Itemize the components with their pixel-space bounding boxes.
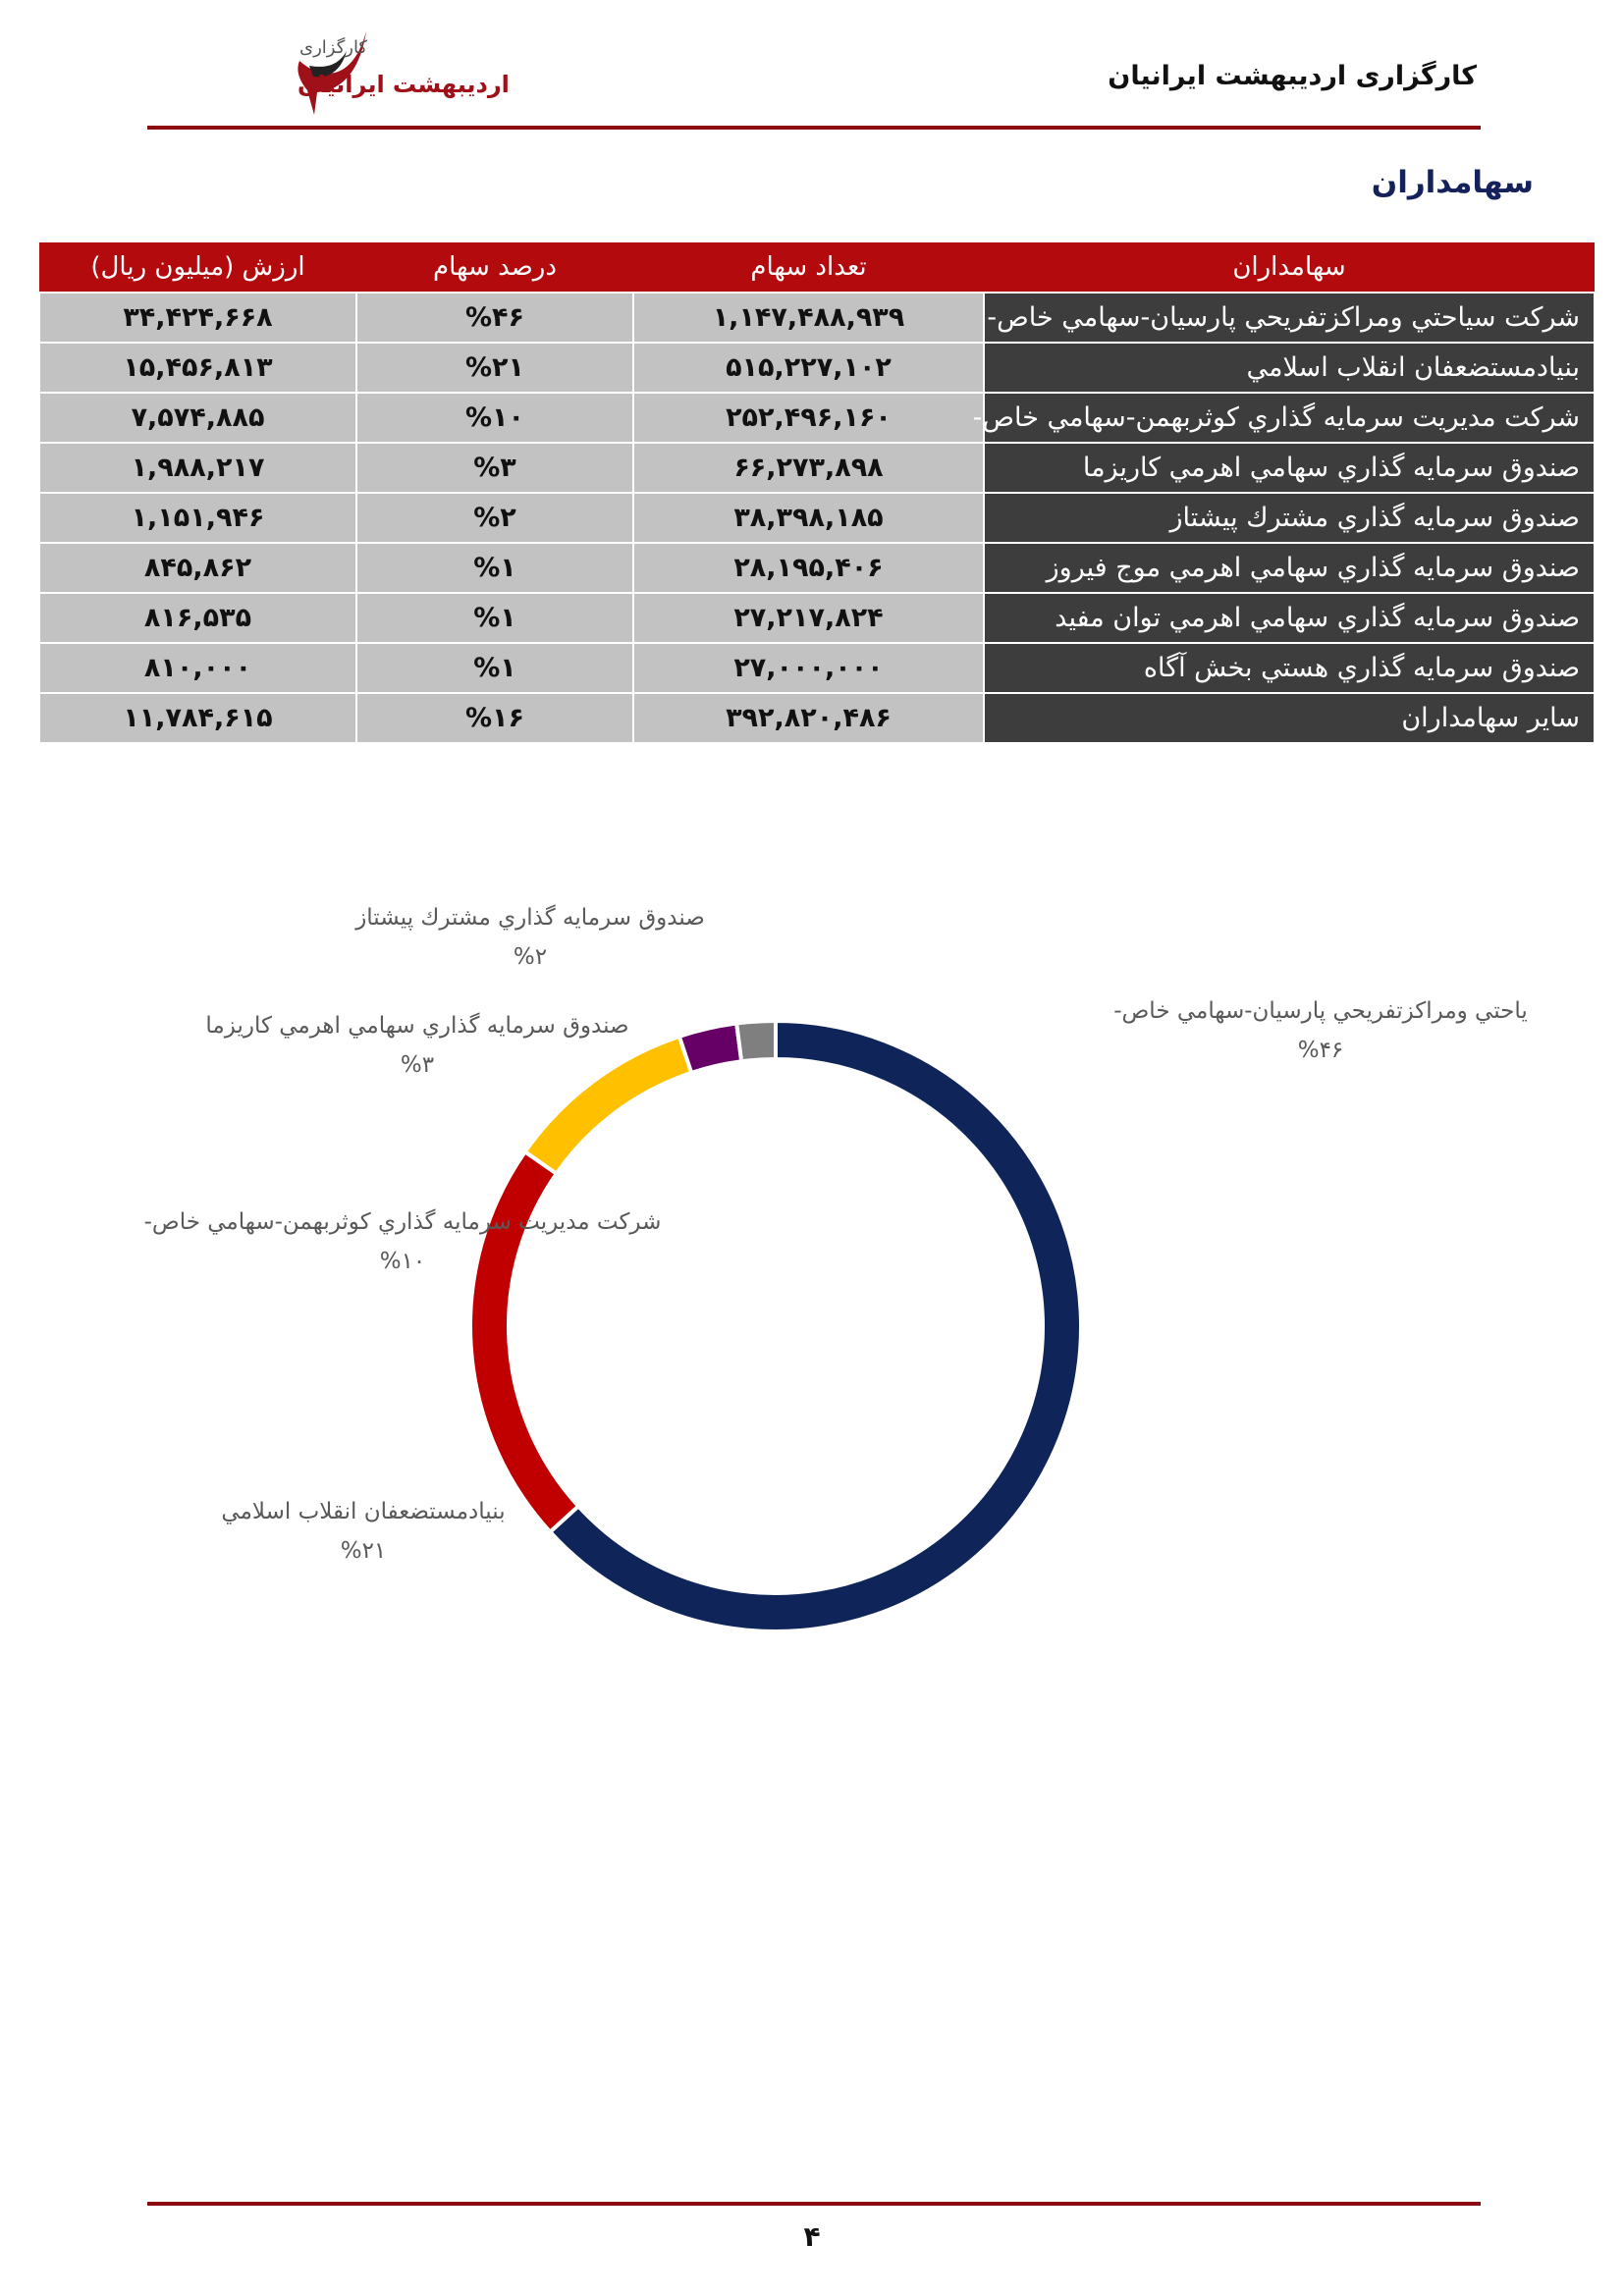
- shares-count-cell: ۳۸,۳۹۸,۱۸۵: [633, 493, 984, 543]
- shares-count-cell: ۲۵۲,۴۹۶,۱۶۰: [633, 393, 984, 443]
- table-header-row: [39, 242, 1595, 293]
- shareholder-name-cell: شرکت سیاحتي ومراکزتفریحي پارسیان-سهامي خاص-: [984, 293, 1595, 343]
- slice-label: [1110, 991, 1532, 1070]
- slice-label-name: صندوق سرمایه گذاري مشترك پیشتاز: [355, 905, 705, 931]
- logo-line1: کارگزاری: [299, 37, 368, 58]
- column-header-value: ارزش (میلیون ریال): [39, 242, 356, 293]
- shareholder-name-cell: سایر سهامداران: [984, 693, 1595, 743]
- shareholders-table: [38, 242, 1596, 744]
- share-value-cell: ۱۵,۴۵۶,۸۱۳: [39, 343, 356, 393]
- shares-count-cell: ۶۶,۲۷۳,۸۹۸: [633, 443, 984, 493]
- shareholders-donut-chart: [0, 864, 1624, 1747]
- share-value-cell: ۷,۵۷۴,۸۸۵: [39, 393, 356, 443]
- slice-label-name: بنیادمستضعفان انقلاب اسلامي: [221, 1499, 506, 1524]
- share-percent-cell: %۱: [356, 593, 633, 643]
- header-title: کارگزاری اردیبهشت ایرانیان: [1108, 61, 1477, 91]
- page-number: ۴: [803, 2220, 821, 2253]
- table-row: [39, 343, 1595, 393]
- table-row: [39, 693, 1595, 743]
- slice-label-percent: %۱۰: [379, 1249, 426, 1274]
- donut-slice: [550, 1021, 1081, 1631]
- shareholder-name-cell: صندوق سرمایه گذاري سهامي اهرمي توان مفید: [984, 593, 1595, 643]
- share-percent-cell: %۲: [356, 493, 633, 543]
- shares-count-cell: ۲۷,۰۰۰,۰۰۰: [633, 643, 984, 693]
- slice-label-name: شرکت مدیریت سرمایه گذاري کوثربهمن-سهامي خاص-: [143, 1209, 662, 1235]
- shares-count-cell: ۲۷,۲۱۷,۸۲۴: [633, 593, 984, 643]
- slice-label: [196, 1006, 638, 1085]
- header-divider: [147, 126, 1481, 130]
- share-value-cell: ۸۱۶,۵۳۵: [39, 593, 356, 643]
- table-row: [39, 493, 1595, 543]
- share-value-cell: ۸۱۰,۰۰۰: [39, 643, 356, 693]
- shareholder-name-cell: بنیادمستضعفان انقلاب اسلامي: [984, 343, 1595, 393]
- slice-label-percent: %۲۱: [340, 1538, 387, 1564]
- share-percent-cell: %۲۱: [356, 343, 633, 393]
- shares-count-cell: ۲۸,۱۹۵,۴۰۶: [633, 543, 984, 593]
- share-percent-cell: %۱۰: [356, 393, 633, 443]
- share-percent-cell: %۱: [356, 643, 633, 693]
- shareholder-name-cell: صندوق سرمایه گذاري مشترك پیشتاز: [984, 493, 1595, 543]
- slice-label-percent: %۳: [400, 1052, 435, 1078]
- slice-label: [128, 1202, 677, 1281]
- share-value-cell: ۳۴,۴۲۴,۶۶۸: [39, 293, 356, 343]
- share-percent-cell: %۱: [356, 543, 633, 593]
- slice-label-percent: %۲: [513, 944, 548, 970]
- logo-line2: اردیبهشت ایرانیان: [298, 71, 510, 98]
- slice-label-name: صندوق سرمایه گذاري سهامي اهرمي کاریزما: [205, 1013, 629, 1039]
- table-row: [39, 293, 1595, 343]
- share-percent-cell: %۳: [356, 443, 633, 493]
- shares-count-cell: ۳۹۲,۸۲۰,۴۸۶: [633, 693, 984, 743]
- share-value-cell: ۱,۹۸۸,۲۱۷: [39, 443, 356, 493]
- table-row: [39, 443, 1595, 493]
- share-value-cell: ۸۴۵,۸۶۲: [39, 543, 356, 593]
- footer-divider: [147, 2202, 1481, 2206]
- table-row: [39, 593, 1595, 643]
- column-header-percent: درصد سهام: [356, 242, 633, 293]
- share-percent-cell: %۱۶: [356, 693, 633, 743]
- column-header-shareholder: سهامداران: [984, 242, 1595, 293]
- brokerage-logo: [152, 22, 510, 120]
- shareholder-name-cell: شرکت مدیریت سرمایه گذاري کوثربهمن-سهامي خاص-: [984, 393, 1595, 443]
- slice-label-name: یاحتي ومراکزتفریحي پارسیان-سهامي خاص-: [1113, 998, 1528, 1024]
- shares-count-cell: ۱,۱۴۷,۴۸۸,۹۳۹: [633, 293, 984, 343]
- shareholder-name-cell: صندوق سرمایه گذاري سهامي اهرمي کاریزما: [984, 443, 1595, 493]
- section-title: سهامداران: [1371, 165, 1534, 200]
- share-value-cell: ۱۱,۷۸۴,۶۱۵: [39, 693, 356, 743]
- shareholder-name-cell: صندوق سرمایه گذاري هستي بخش آگاه: [984, 643, 1595, 693]
- slice-label: [177, 1492, 550, 1571]
- slice-label-percent: %۴۶: [1297, 1038, 1344, 1063]
- share-value-cell: ۱,۱۵۱,۹۴۶: [39, 493, 356, 543]
- donut-slice: [736, 1021, 776, 1061]
- table-row: [39, 393, 1595, 443]
- table-row: [39, 543, 1595, 593]
- slice-label: [304, 898, 756, 977]
- table-row: [39, 643, 1595, 693]
- donut-slice: [679, 1024, 741, 1073]
- shareholder-name-cell: صندوق سرمایه گذاري سهامي اهرمي موج فیروز: [984, 543, 1595, 593]
- share-percent-cell: %۴۶: [356, 293, 633, 343]
- column-header-shares: تعداد سهام: [633, 242, 984, 293]
- shares-count-cell: ۵۱۵,۲۲۷,۱۰۲: [633, 343, 984, 393]
